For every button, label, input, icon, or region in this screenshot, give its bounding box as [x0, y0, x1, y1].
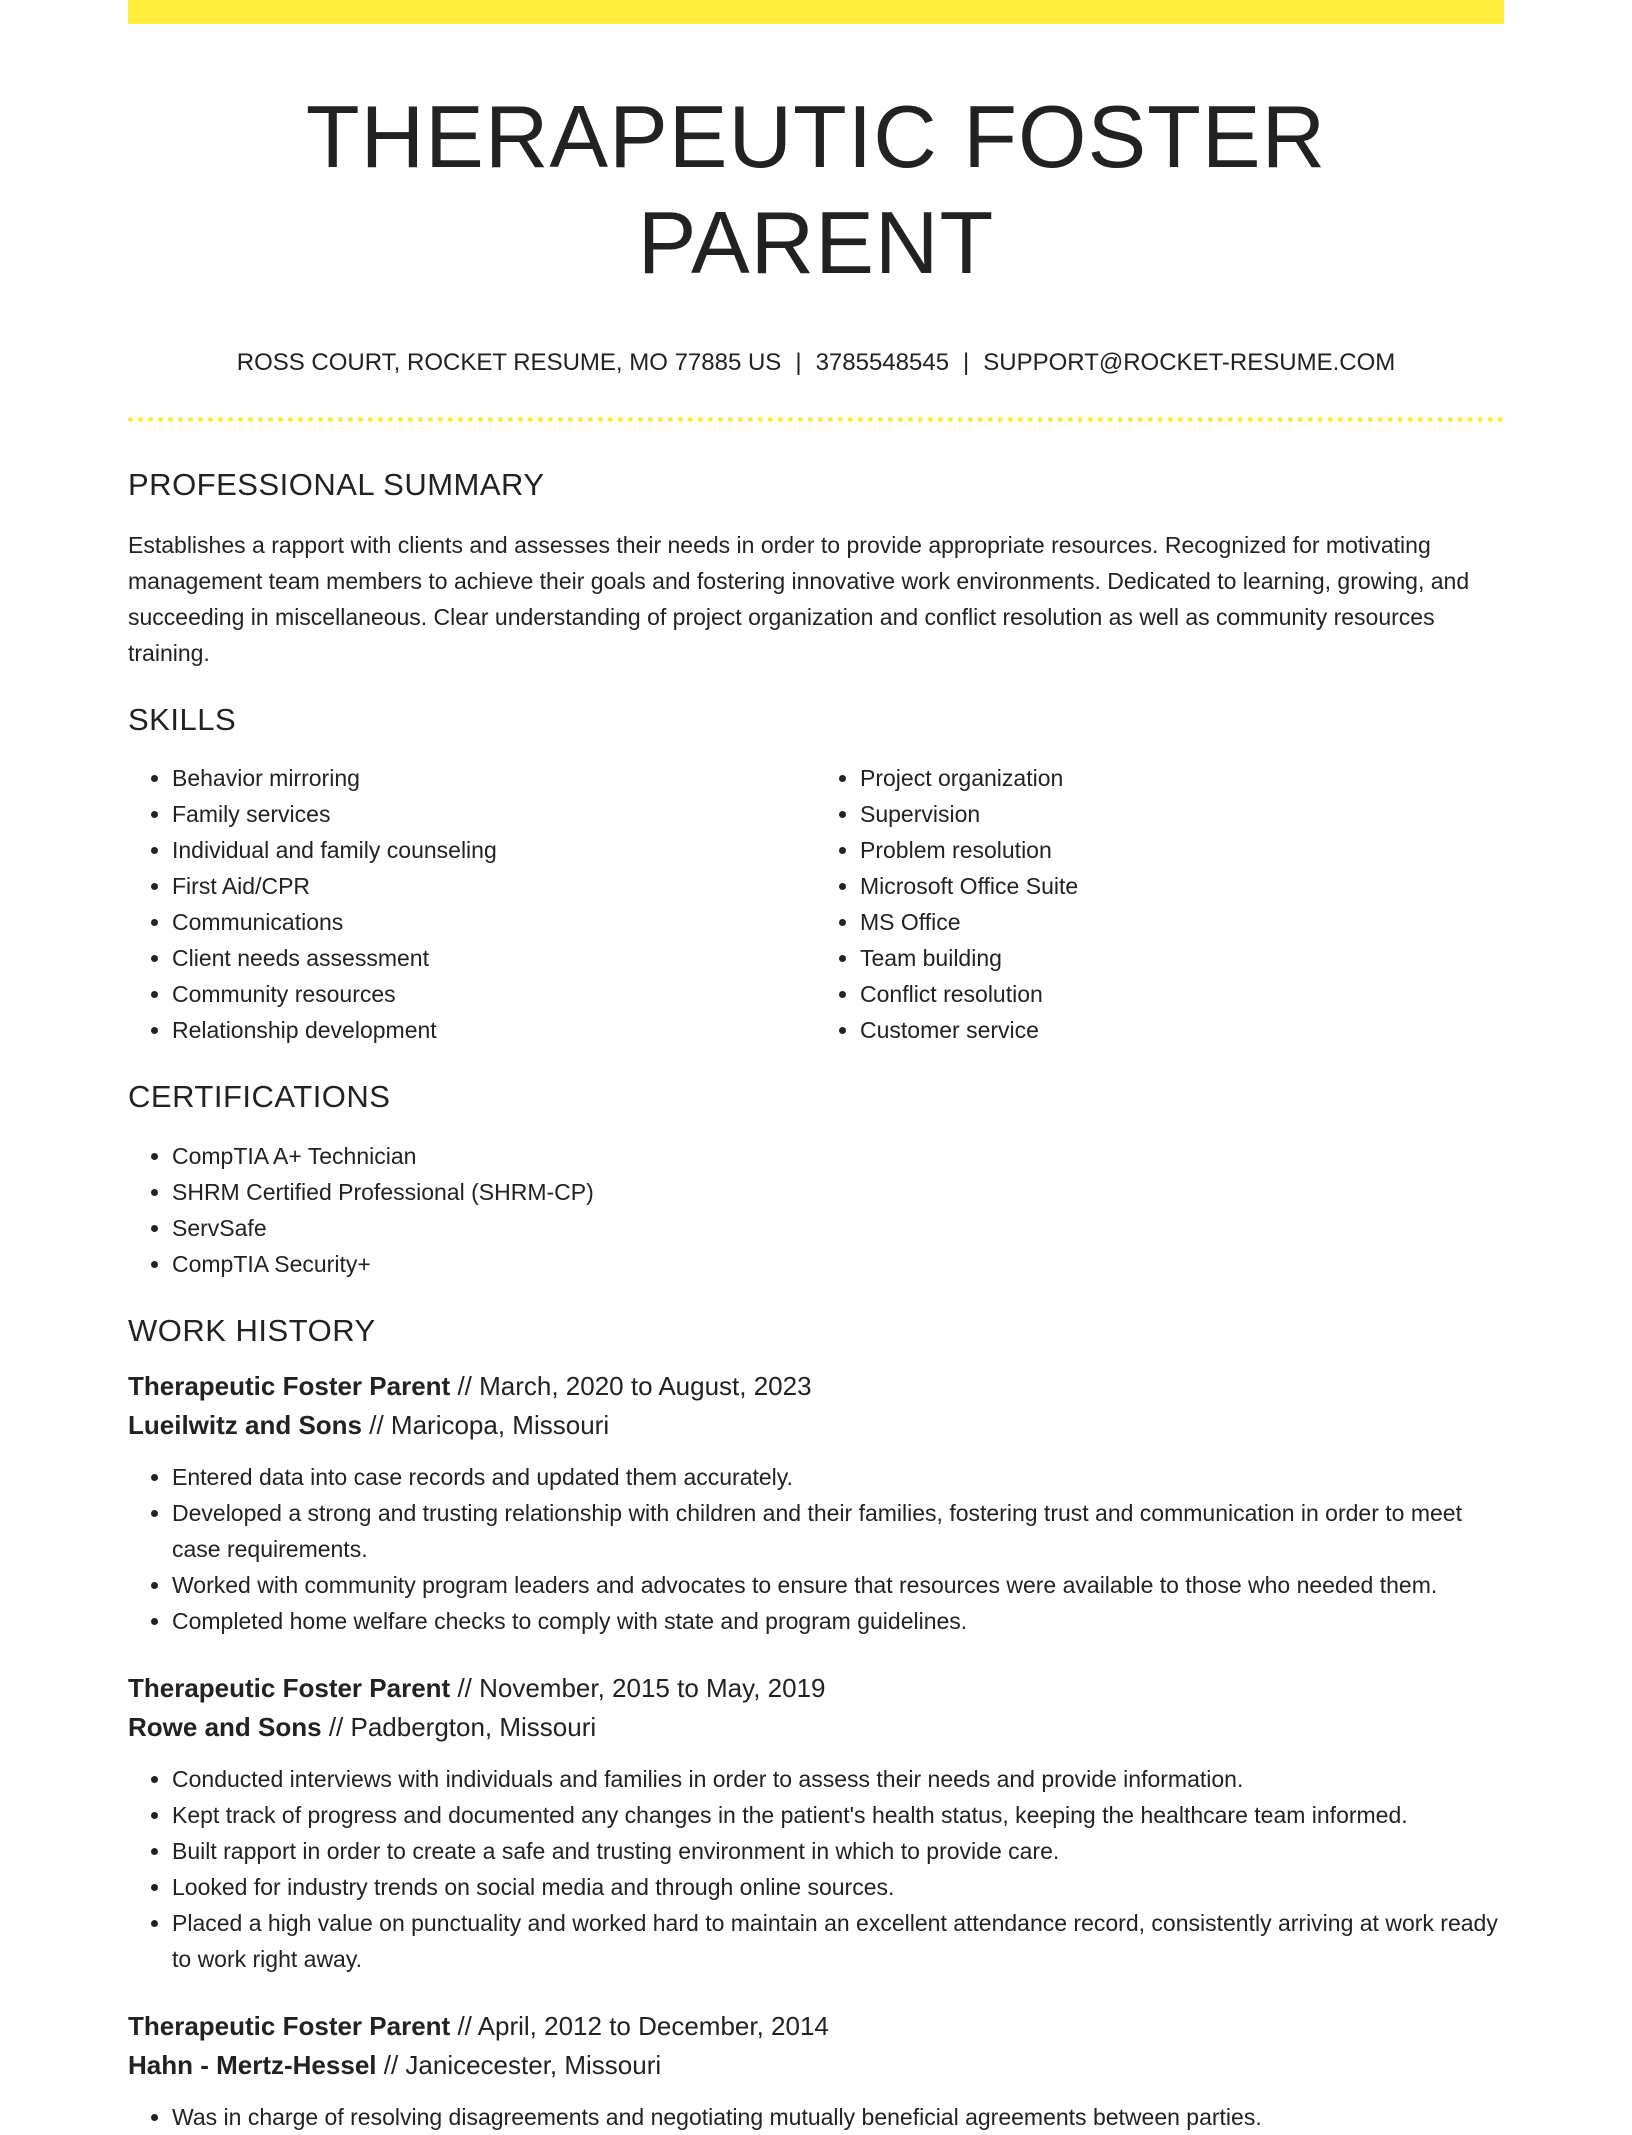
resume-name: THERAPEUTIC FOSTER PARENT [305, 87, 1327, 292]
job-bullet: • Conducted interviews with individuals and families in order to assess their needs and provide information. [172, 1761, 1504, 1797]
job-title: Therapeutic Foster Parent [128, 2010, 451, 2041]
contact-email[interactable]: SUPPORT@ROCKET-RESUME.COM [983, 349, 1396, 377]
contact-address: ROSS COURT, ROCKET RESUME, MO 77885 US [236, 349, 782, 377]
job-bullet-list [128, 1761, 1504, 1977]
skill-item: • Conflict resolution [860, 976, 1504, 1012]
job-entry [128, 1367, 1504, 1639]
dotted-divider [128, 417, 1504, 422]
summary-heading: PROFESSIONAL SUMMARY [128, 466, 545, 502]
job-dates: // November, 2015 to May, 2019 [457, 1672, 826, 1703]
skills-right-list [816, 760, 1504, 1048]
job-location: // Padbergton, Missouri [328, 1711, 597, 1742]
job-bullet: • Looked for industry trends on social media and through online sources. [172, 1869, 1504, 1905]
skill-item: • First Aid/CPR [172, 868, 816, 904]
job-title-line [128, 2007, 1504, 2046]
skill-item: • MS Office [860, 904, 1504, 940]
contact-line [128, 349, 1504, 378]
skills-left-list [128, 760, 816, 1048]
skill-item: • Project organization [860, 760, 1504, 796]
accent-top-bar [128, 0, 1504, 24]
skill-item: • Client needs assessment [172, 940, 816, 976]
skills-grid [128, 760, 1504, 1048]
job-bullet: • Was in charge of resolving disagreements and negotiating mutually beneficial agreements between parties. [172, 2099, 1504, 2135]
work-history-heading: WORK HISTORY [128, 1312, 376, 1348]
certifications-list [128, 1138, 1504, 1282]
contact-separator: | [963, 349, 970, 377]
skill-item: • Team building [860, 940, 1504, 976]
job-bullet: • Entered data into case records and updated them accurately. [172, 1459, 1504, 1495]
certification-item: • ServSafe [172, 1210, 1504, 1246]
skill-item: • Communications [172, 904, 816, 940]
job-company-line [128, 1406, 1504, 1445]
job-company: Rowe and Sons [128, 1711, 322, 1742]
skill-item: • Behavior mirroring [172, 760, 816, 796]
skill-item: • Family services [172, 796, 816, 832]
contact-phone[interactable]: 3785548545 [815, 349, 950, 377]
contact-separator: | [795, 349, 802, 377]
summary-text: Establishes a rapport with clients and assesses their needs in order to provide appropriate resources. Recognized for motivating management team members to achieve their goals and fostering innovative work environments. Dedicated to learning, growing, and succeeding in miscellaneous. Clear understanding of project organization and conflict resolution as well as community resources training. [128, 532, 1470, 667]
job-bullet: • Worked with community program leaders and advocates to ensure that resources were available to those who needed them. [172, 1567, 1504, 1603]
resume-page [128, 0, 1504, 2135]
skill-item: • Supervision [860, 796, 1504, 832]
skill-item: • Individual and family counseling [172, 832, 816, 868]
certification-item: • CompTIA Security+ [172, 1246, 1504, 1282]
job-bullet: • Developed a strong and trusting relationship with children and their families, fostering trust and communication in order to meet case requirements. [172, 1495, 1504, 1567]
certification-item: • CompTIA A+ Technician [172, 1138, 1504, 1174]
skills-heading: SKILLS [128, 702, 237, 738]
job-bullet-list [128, 1459, 1504, 1639]
job-company: Lueilwitz and Sons [128, 1409, 363, 1440]
job-location: // Maricopa, Missouri [369, 1409, 610, 1440]
skill-item: • Customer service [860, 1012, 1504, 1048]
skill-item: • Microsoft Office Suite [860, 868, 1504, 904]
skill-item: • Problem resolution [860, 832, 1504, 868]
skill-item: • Relationship development [172, 1012, 816, 1048]
job-bullet: • Placed a high value on punctuality and worked hard to maintain an excellent attendance record, consistently arriving at work ready to work right away. [172, 1905, 1504, 1977]
job-title: Therapeutic Foster Parent [128, 1672, 451, 1703]
job-location: // Janicecester, Missouri [383, 2049, 662, 2080]
job-title: Therapeutic Foster Parent [128, 1370, 451, 1401]
job-bullet: • Kept track of progress and documented any changes in the patient's health status, keeping the healthcare team informed. [172, 1797, 1504, 1833]
job-company-line [128, 1708, 1504, 1747]
skill-item: • Community resources [172, 976, 816, 1012]
job-entry [128, 1669, 1504, 1977]
job-dates: // April, 2012 to December, 2014 [457, 2010, 829, 2041]
job-company: Hahn - Mertz-Hessel [128, 2049, 377, 2080]
job-company-line [128, 2046, 1504, 2085]
certification-item: • SHRM Certified Professional (SHRM-CP) [172, 1174, 1504, 1210]
job-bullet: • Completed home welfare checks to comply with state and program guidelines. [172, 1603, 1504, 1639]
job-entry [128, 2007, 1504, 2135]
job-title-line [128, 1367, 1504, 1406]
job-title-line [128, 1669, 1504, 1708]
job-bullet: • Built rapport in order to create a safe and trusting environment in which to provide care. [172, 1833, 1504, 1869]
job-dates: // March, 2020 to August, 2023 [457, 1370, 812, 1401]
certifications-heading: CERTIFICATIONS [128, 1079, 391, 1115]
job-bullet-list [128, 2099, 1504, 2135]
